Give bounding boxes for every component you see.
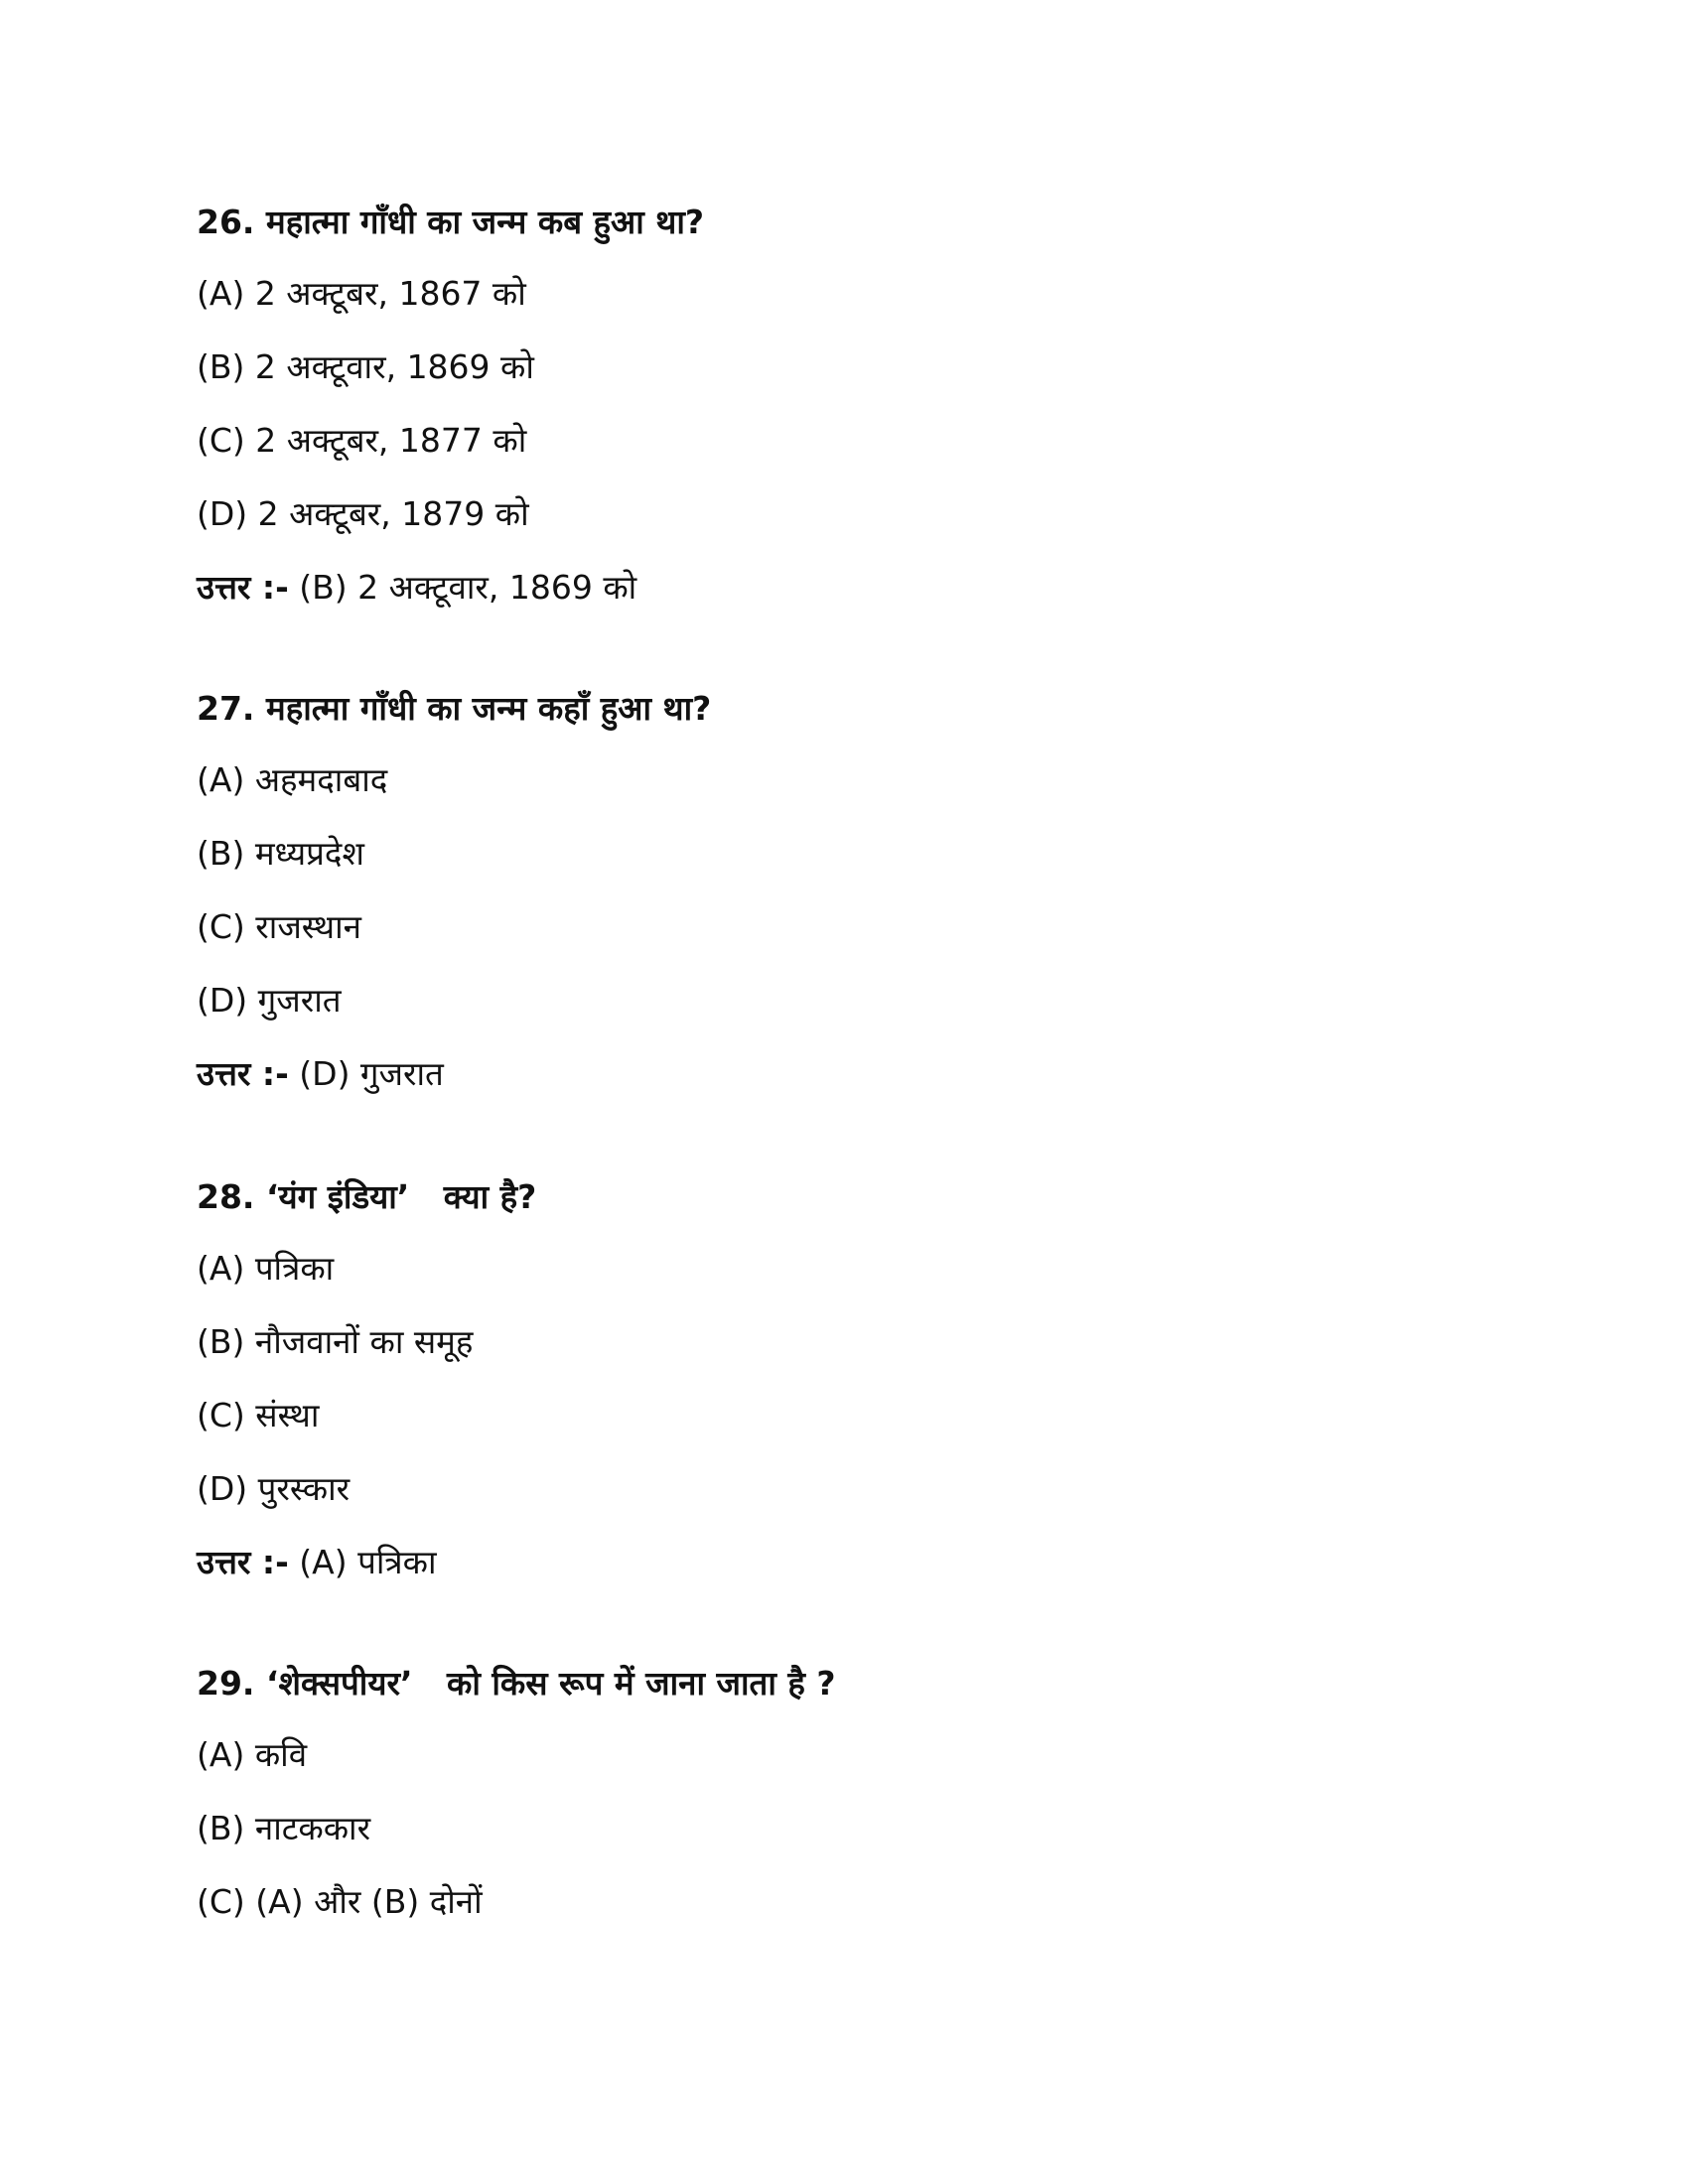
answer-line [197, 1050, 1487, 1098]
answer-label: उत्तर :- [197, 1543, 289, 1581]
answer-value: (A) पत्रिका [299, 1543, 437, 1581]
question-title [197, 685, 1487, 733]
question-number: 27. [197, 689, 255, 728]
option-c: (C) (A) और (B) दोनों [197, 1882, 483, 1921]
answer-line [197, 564, 1487, 612]
answer-value: (B) 2 अक्टूवार, 1869 को [299, 568, 637, 607]
option-b: (B) नाटककार [197, 1809, 371, 1847]
option-b: (B) 2 अक्टूवार, 1869 को [197, 347, 534, 386]
option-a: (A) पत्रिका [197, 1249, 335, 1288]
question-27 [197, 685, 1487, 1098]
question-text: ‘शेक्सपीयर’ को किस रूप में जाना जाता है ? [265, 1664, 836, 1703]
option-c: (C) राजस्थान [197, 907, 361, 946]
question-title [197, 1173, 1487, 1221]
option-d: (D) 2 अक्टूबर, 1879 को [197, 494, 529, 533]
answer-value: (D) गुजरात [299, 1054, 444, 1093]
option-d: (D) पुरस्कार [197, 1469, 351, 1508]
question-number: 29. [197, 1664, 255, 1703]
option-b: (B) नौजवानों का समूह [197, 1322, 474, 1361]
answer-label: उत्तर :- [197, 1054, 289, 1093]
option-b: (B) मध्यप्रदेश [197, 834, 364, 873]
answer-label: उत्तर :- [197, 568, 289, 607]
question-title [197, 199, 1487, 246]
option-a: (A) 2 अक्टूबर, 1867 को [197, 274, 526, 313]
question-26 [197, 199, 1487, 612]
question-28 [197, 1173, 1487, 1586]
question-text: महात्मा गाँधी का जन्म कब हुआ था? [265, 203, 705, 241]
option-a: (A) कवि [197, 1735, 308, 1774]
answer-line [197, 1539, 1487, 1586]
question-text: महात्मा गाँधी का जन्म कहाँ हुआ था? [265, 689, 712, 728]
option-a: (A) अहमदाबाद [197, 760, 388, 799]
option-c: (C) 2 अक्टूबर, 1877 को [197, 421, 527, 460]
option-c: (C) संस्था [197, 1396, 320, 1434]
question-29 [197, 1660, 1487, 1926]
question-text: ‘यंग इंडिया’ क्या है? [265, 1177, 537, 1216]
question-number: 26. [197, 203, 255, 241]
question-number: 28. [197, 1177, 255, 1216]
option-d: (D) गुजरात [197, 981, 342, 1020]
question-title [197, 1660, 1487, 1707]
